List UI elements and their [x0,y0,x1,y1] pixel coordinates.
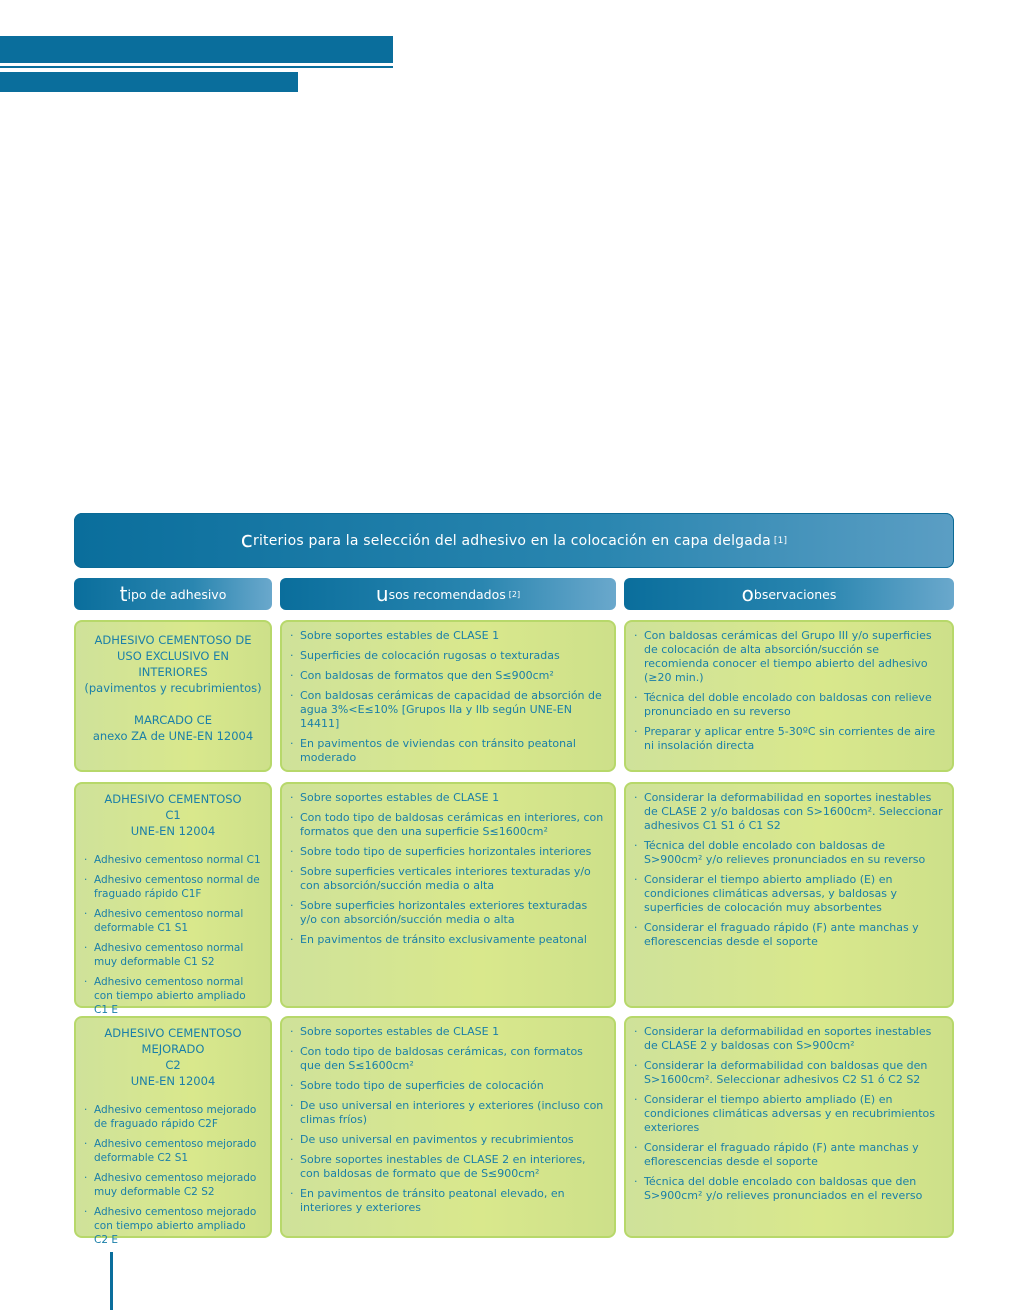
list-item: · Considerar la deformabilidad en soportes inestables de CLASE 2 y/o baldosas con S>1600cm². Seleccionar adhesivos C1 S1 ó C1 S2 [634,791,944,833]
list-item: · Sobre todo tipo de superficies horizontales interiores [290,845,606,859]
list-item: · Sobre soportes estables de CLASE 1 [290,1025,606,1039]
title-text: riterios para la selección del adhesivo en la colocación en capa delgada [253,532,771,549]
list-item: · En pavimentos de viviendas con tránsito peatonal moderado [290,737,606,765]
row1-type-cell [74,620,272,772]
list-item: · Técnica del doble encolado con baldosas que den S>900cm² y/o relieves pronunciados en el reverso [634,1175,944,1203]
list-item: · Adhesivo cementoso normal deformable C1 S1 [84,907,262,935]
row2-type-line: UNE-EN 12004 [130,824,216,838]
list-item: · Considerar el fraguado rápido (F) ante manchas y eflorescencias desde el soporte [634,921,944,949]
list-item: · Técnica del doble encolado con baldosas con relieve pronunciado en su reverso [634,691,944,719]
row2-uses-cell [280,782,616,1008]
row1-type-line: (pavimentos y recubrimientos) [84,681,262,695]
row1-type-line: INTERIORES [138,665,208,679]
list-item: · Adhesivo cementoso normal con tiempo abierto ampliado C1 E [84,975,262,1017]
row3-type-line: C2 [165,1058,181,1072]
row1-type-line: USO EXCLUSIVO EN [117,649,229,663]
list-item: · Adhesivo cementoso mejorado de fraguado rápido C2F [84,1103,262,1131]
row2-type-line: ADHESIVO CEMENTOSO [104,792,242,806]
header-obs-text: bservaciones [753,586,837,602]
row3-type-line: ADHESIVO CEMENTOSO [104,1026,242,1040]
list-item: · Adhesivo cementoso normal de fraguado rápido C1F [84,873,262,901]
header-tipo [74,578,272,610]
row1-type-line: MARCADO CE [134,713,212,727]
header-obs [624,578,954,610]
list-item: · Con baldosas cerámicas del Grupo III y/o superficies de colocación de alta absorción/succión se recomienda conocer el tiempo abierto del adhesivo (≥20 min.) [634,629,944,685]
title-note: [1] [773,535,788,546]
row3-type-line: UNE-EN 12004 [130,1074,216,1088]
row3-type-cell [74,1016,272,1246]
row2-type-line: C1 [165,808,181,822]
list-item: · Técnica del doble encolado con baldosas de S>900cm² y/o relieves pronunciados en su reverso [634,839,944,867]
row1-type-line: ADHESIVO CEMENTOSO DE [94,633,252,647]
list-item: · Preparar y aplicar entre 5-30ºC sin corrientes de aire ni insolación directa [634,725,944,753]
list-item: · Adhesivo cementoso normal muy deformable C1 S2 [84,941,262,969]
list-item: · Considerar el tiempo abierto ampliado (E) en condiciones climáticas adversas, y baldosas y superficies de colocación muy absorbentes [634,873,944,915]
margin-rule [110,1252,113,1310]
list-item: · En pavimentos de tránsito peatonal elevado, en interiores y exteriores [290,1187,606,1215]
header-tipo-initial: t [119,582,128,606]
list-item: · Superficies de colocación rugosas o texturadas [290,649,606,663]
list-item: · Considerar el fraguado rápido (F) ante manchas y eflorescencias desde el soporte [634,1141,944,1169]
list-item: · Sobre soportes inestables de CLASE 2 en interiores, con baldosas de formato que de S≤900cm² [290,1153,606,1181]
row1-uses-cell [280,620,616,772]
list-item: · Sobre soportes estables de CLASE 1 [290,629,606,643]
row2-type-cell [74,782,272,1016]
list-item: · Sobre soportes estables de CLASE 1 [290,791,606,805]
list-item: · Sobre superficies verticales interiores texturadas y/o con absorción/succión media o alta [290,865,606,893]
header-obs-initial: o [741,582,754,606]
row3-uses-cell [280,1016,616,1238]
header-bar-top [0,36,393,63]
list-item: · Adhesivo cementoso mejorado muy deformable C2 S2 [84,1171,262,1199]
list-item: · De uso universal en pavimentos y recubrimientos [290,1133,606,1147]
list-item: · Considerar el tiempo abierto ampliado (E) en condiciones climáticas adversas y en recubrimientos exteriores [634,1093,944,1135]
header-usos [280,578,616,610]
row3-type-line: MEJORADO [141,1042,205,1056]
list-item: · Con baldosas de formatos que den S≤900cm² [290,669,606,683]
list-item: · De uso universal en interiores y exteriores (incluso con climas fríos) [290,1099,606,1127]
list-item: · Adhesivo cementoso mejorado con tiempo abierto ampliado C2 E [84,1205,262,1247]
list-item: · En pavimentos de tránsito exclusivamente peatonal [290,933,606,947]
list-item: · Adhesivo cementoso mejorado deformable C2 S1 [84,1137,262,1165]
row3-obs-cell [624,1016,954,1238]
list-item: · Con todo tipo de baldosas cerámicas en interiores, con formatos que den una superficie S≤1600cm² [290,811,606,839]
header-tipo-text: ipo de adhesivo [127,586,227,602]
list-item: · Considerar la deformabilidad en soportes inestables de CLASE 2 y baldosas con S>900cm² [634,1025,944,1053]
header-bar-rule [0,66,393,68]
list-item: · Adhesivo cementoso normal C1 [84,853,262,867]
list-item: · Sobre todo tipo de superficies de colocación [290,1079,606,1093]
header-usos-initial: u [375,582,389,606]
title-initial: c [240,527,253,553]
list-item: · Con todo tipo de baldosas cerámicas, con formatos que den S≤1600cm² [290,1045,606,1073]
header-bar-bottom [0,72,298,92]
table-title [74,513,954,568]
row2-obs-cell [624,782,954,1008]
row1-obs-cell [624,620,954,772]
header-usos-text: sos recomendados [388,586,506,602]
header-usos-note: [2] [508,589,521,599]
list-item: · Sobre superficies horizontales exteriores texturadas y/o con absorción/succión media o alta [290,899,606,927]
list-item: · Con baldosas cerámicas de capacidad de absorción de agua 3%<E≤10% [Grupos IIa y IIb según UNE-EN 14411] [290,689,606,731]
list-item: · Considerar la deformabilidad con baldosas que den S>1600cm². Seleccionar adhesivos C2 S1 ó C2 S2 [634,1059,944,1087]
row1-type-line: anexo ZA de UNE-EN 12004 [92,729,254,743]
